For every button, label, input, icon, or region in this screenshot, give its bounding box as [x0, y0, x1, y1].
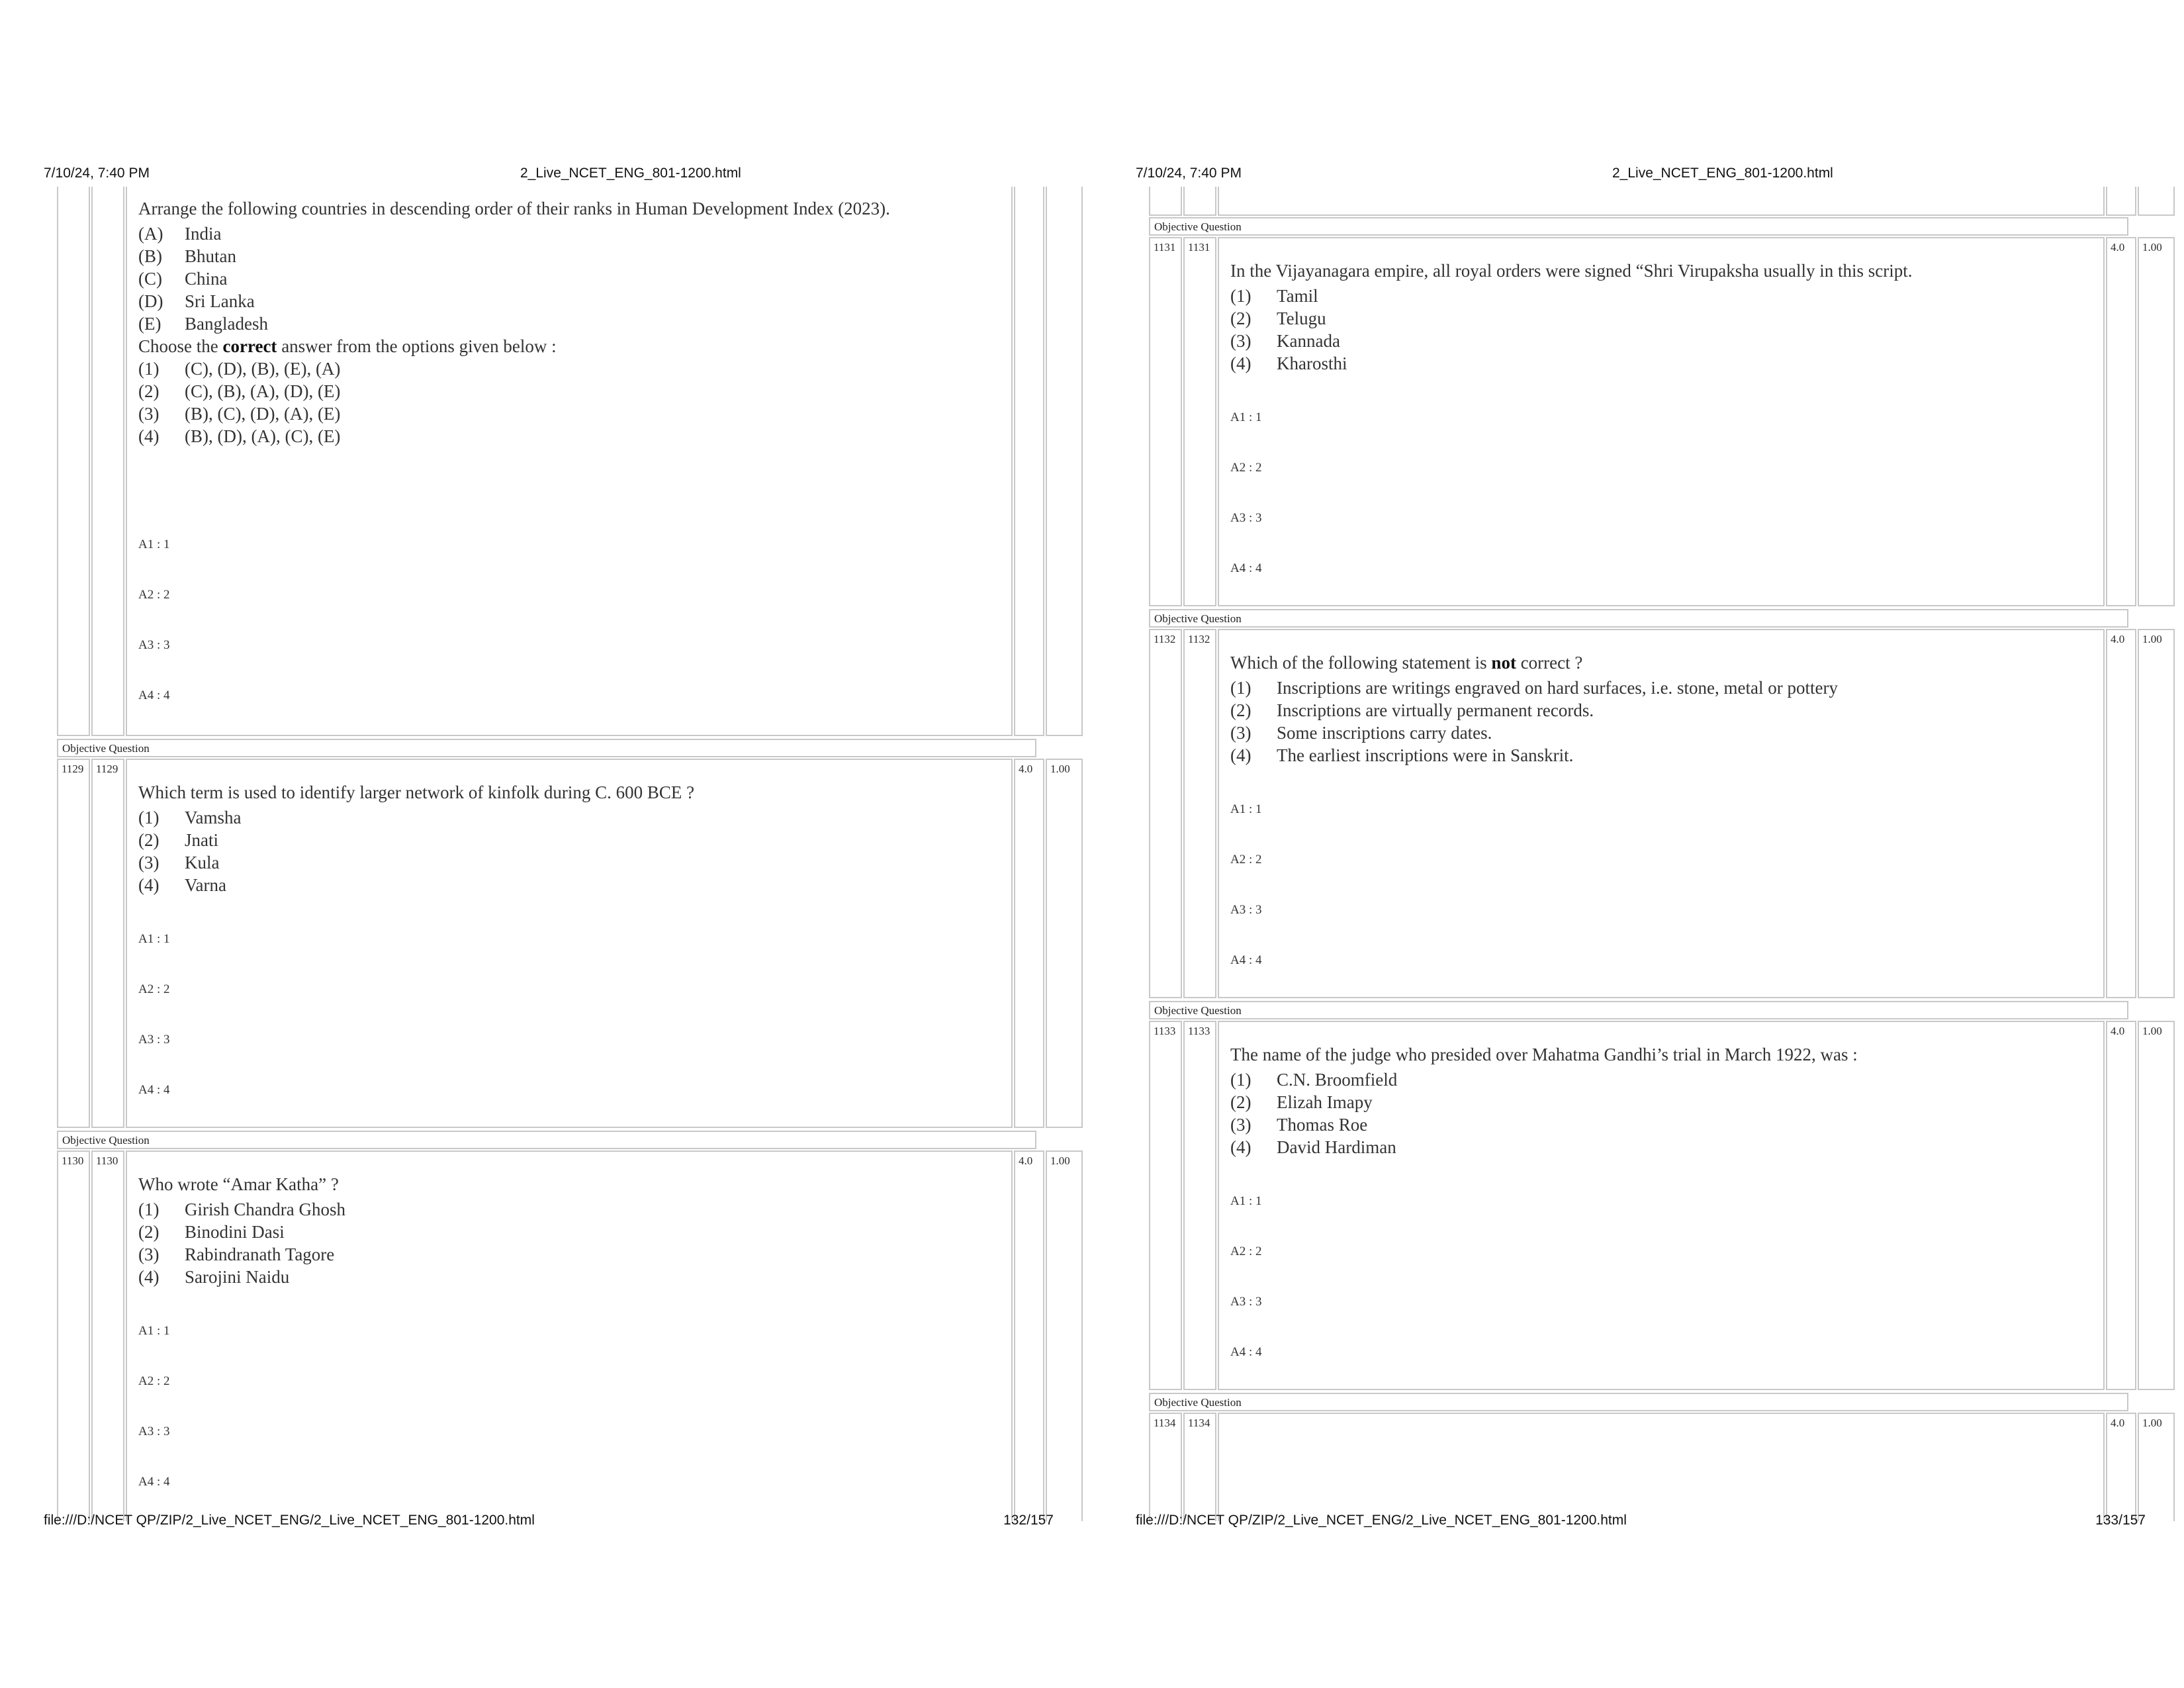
marks-cell: 4.0: [2106, 237, 2136, 606]
question-table: [57, 187, 1070, 1505]
answer-2: A2 : 2: [1230, 853, 1262, 867]
marks-cell: 4.0: [1014, 759, 1044, 1128]
option-2: (2) Jnati: [138, 830, 218, 850]
serial-cell: 1131: [1149, 237, 1182, 606]
question-cell: [1218, 1413, 2105, 1521]
answer-2: A2 : 2: [138, 588, 170, 602]
answer-2: A2 : 2: [1230, 1244, 1262, 1258]
question-stem: Arrange the following countries in descending order of their ranks in Human Development Index (2023).: [138, 199, 890, 218]
answer-4: A4 : 4: [1230, 953, 1262, 967]
answer-1: A1 : 1: [138, 538, 170, 551]
marks-cell: 4.0: [2106, 1413, 2136, 1521]
answer-4: A4 : 4: [138, 1083, 170, 1097]
question-type-label: Objective Question: [57, 739, 1036, 757]
option-1: (1) (C), (D), (B), (E), (A): [138, 359, 341, 379]
answer-2: A2 : 2: [138, 982, 170, 996]
question-cell: [126, 1150, 1013, 1521]
header-date: 7/10/24, 7:40 PM: [1136, 165, 1242, 181]
serial-cell: [57, 187, 90, 736]
answer-3: A3 : 3: [1230, 511, 1262, 525]
marks-cell: 4.0: [1014, 1150, 1044, 1521]
answer-2: A2 : 2: [1230, 461, 1262, 475]
id-cell: 1131: [1183, 237, 1216, 606]
question-block-1128: [57, 187, 1036, 736]
marks-cell: 4.0: [2106, 1021, 2136, 1390]
list-item: (D) Sri Lanka: [138, 291, 255, 311]
id-cell: 1130: [91, 1150, 124, 1521]
answer-4: A4 : 4: [1230, 561, 1262, 575]
option-3: (3) Kula: [138, 853, 220, 872]
serial-cell: 1134: [1149, 1413, 1182, 1521]
question-block-1131: [1149, 237, 2162, 606]
answer-1: A1 : 1: [138, 1324, 170, 1338]
list-item: (E) Bangladesh: [138, 314, 268, 334]
question-stem: The name of the judge who presided over Mahatma Gandhi’s trial in March 1922, was :: [1230, 1045, 1858, 1064]
option-2: (2) Elizah Imapy: [1230, 1092, 1373, 1112]
option-2: (2) Binodini Dasi: [138, 1222, 285, 1242]
answer-3: A3 : 3: [1230, 903, 1262, 917]
answer-4: A4 : 4: [1230, 1345, 1262, 1359]
page-right: [1092, 0, 2184, 1688]
question-text: [1230, 259, 2100, 375]
option-2: (2) Inscriptions are virtually permanent records.: [1230, 700, 1594, 720]
header-filename: 2_Live_NCET_ENG_801-1200.html: [520, 165, 741, 181]
question-text: [138, 781, 1008, 896]
id-cell: 1129: [91, 759, 124, 1128]
question-table: [1149, 187, 2162, 1505]
serial-cell: 1130: [57, 1150, 90, 1521]
question-type-label: Objective Question: [57, 1131, 1036, 1149]
question-cell: [126, 187, 1013, 736]
question-cell: [1218, 187, 2105, 216]
option-4: (4) Kharosthi: [1230, 353, 1347, 373]
footer-page-number: 132/157: [1003, 1513, 1054, 1528]
question-text: [1230, 1043, 2100, 1158]
negative-marks-cell: 1.00: [2138, 1413, 2175, 1521]
header-date: 7/10/24, 7:40 PM: [44, 165, 150, 181]
list-item: (B) Bhutan: [138, 246, 236, 266]
answer-3: A3 : 3: [138, 638, 170, 652]
option-2: (2) Telugu: [1230, 308, 1326, 328]
answer-4: A4 : 4: [138, 688, 170, 702]
answer-3: A3 : 3: [138, 1033, 170, 1047]
negative-marks-cell: 1.00: [2138, 629, 2175, 998]
question-cell: [1218, 1021, 2105, 1390]
answer-1: A1 : 1: [1230, 802, 1262, 816]
serial-cell: 1129: [57, 759, 90, 1128]
answer-3: A3 : 3: [1230, 1295, 1262, 1309]
question-cell: [126, 759, 1013, 1128]
id-cell: 1133: [1183, 1021, 1216, 1390]
option-3: (3) Kannada: [1230, 331, 1340, 351]
question-type-label: Objective Question: [1149, 609, 2128, 628]
option-4: (4) (B), (D), (A), (C), (E): [138, 426, 341, 446]
negative-marks-cell: 1.00: [2138, 1021, 2175, 1390]
answer-4: A4 : 4: [138, 1475, 170, 1489]
question-type-label: Objective Question: [1149, 217, 2128, 236]
footer-file-path: file:///D:/NCET QP/ZIP/2_Live_NCET_ENG/2_Live_NCET_ENG_801-1200.html: [1136, 1513, 1627, 1528]
question-text: [1230, 651, 2100, 767]
option-3: (3) (B), (C), (D), (A), (E): [138, 404, 341, 424]
negative-marks-cell: 1.00: [1046, 759, 1083, 1128]
id-cell: 1132: [1183, 629, 1216, 998]
option-1: (1) Vamsha: [138, 808, 242, 827]
negative-marks-cell: 1.00: [2138, 237, 2175, 606]
negative-marks-cell: 1.00: [1046, 1150, 1083, 1521]
question-type-label: Objective Question: [1149, 1001, 2128, 1019]
option-1: (1) C.N. Broomfield: [1230, 1070, 1398, 1090]
footer-page-number: 133/157: [2095, 1513, 2146, 1528]
option-1: (1) Tamil: [1230, 286, 1318, 306]
question-text: [138, 1173, 1008, 1288]
header-filename: 2_Live_NCET_ENG_801-1200.html: [1612, 165, 1833, 181]
option-4: (4) Sarojini Naidu: [138, 1267, 290, 1287]
question-type-label: Objective Question: [1149, 1393, 2128, 1411]
question-stem: In the Vijayanagara empire, all royal orders were signed “Shri Virupaksha usually in this script.: [1230, 261, 1913, 281]
marks-cell: [2106, 187, 2136, 216]
marks-cell: [1014, 187, 1044, 736]
question-stem: Which term is used to identify larger network of kinfolk during C. 600 BCE ?: [138, 782, 695, 802]
option-4: (4) The earliest inscriptions were in Sanskrit.: [1230, 745, 1574, 765]
id-cell: 1134: [1183, 1413, 1216, 1521]
list-item: (C) China: [138, 269, 228, 289]
option-3: (3) Thomas Roe: [1230, 1115, 1368, 1135]
id-cell: [1183, 187, 1216, 216]
id-cell: [91, 187, 124, 736]
option-1: (1) Inscriptions are writings engraved on hard surfaces, i.e. stone, metal or pottery: [1230, 678, 1838, 698]
instruction-text: Choose the correct answer from the options given below :: [138, 336, 557, 356]
option-1: (1) Girish Chandra Ghosh: [138, 1199, 345, 1219]
question-cell: [1218, 237, 2105, 606]
option-4: (4) David Hardiman: [1230, 1137, 1396, 1157]
negative-marks-cell: [1046, 187, 1083, 736]
serial-cell: 1133: [1149, 1021, 1182, 1390]
answer-1: A1 : 1: [138, 932, 170, 946]
question-stem: Which of the following statement is not correct ?: [1230, 653, 1583, 673]
marks-cell: 4.0: [2106, 629, 2136, 998]
serial-cell: 1132: [1149, 629, 1182, 998]
answer-1: A1 : 1: [1230, 1194, 1262, 1208]
option-3: (3) Rabindranath Tagore: [138, 1244, 335, 1264]
question-text: [138, 197, 1008, 447]
question-cell: [1218, 629, 2105, 998]
question-block-1129: [57, 759, 1070, 1128]
question-block-1130-end: [1149, 187, 2128, 216]
negative-marks-cell: [2138, 187, 2175, 216]
option-4: (4) Varna: [138, 875, 226, 895]
option-2: (2) (C), (B), (A), (D), (E): [138, 381, 341, 401]
answer-3: A3 : 3: [138, 1425, 170, 1438]
question-stem: Who wrote “Amar Katha” ?: [138, 1174, 339, 1194]
serial-cell: [1149, 187, 1182, 216]
footer-file-path: file:///D:/NCET QP/ZIP/2_Live_NCET_ENG/2_Live_NCET_ENG_801-1200.html: [44, 1513, 535, 1528]
question-block-1133: [1149, 1021, 2162, 1390]
option-3: (3) Some inscriptions carry dates.: [1230, 723, 1492, 743]
question-block-1132: [1149, 629, 2162, 998]
answer-2: A2 : 2: [138, 1374, 170, 1388]
list-item: (A) India: [138, 224, 222, 244]
answer-1: A1 : 1: [1230, 410, 1262, 424]
